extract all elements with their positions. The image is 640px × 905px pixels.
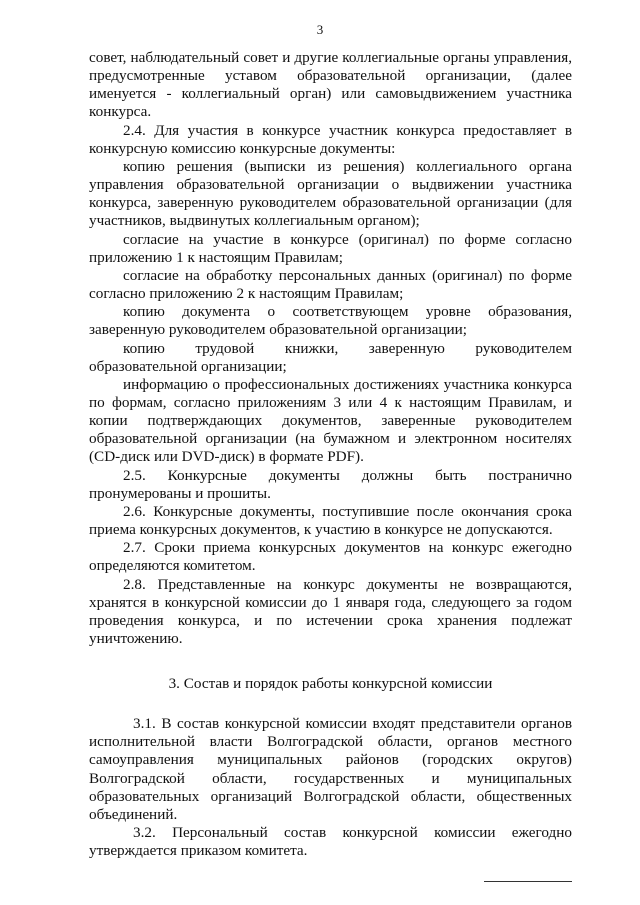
paragraph: 2.5. Конкурсные документы должны быть постранично пронумерованы и прошиты. <box>89 466 572 502</box>
paragraph: согласие на обработку персональных данных (оригинал) по форме согласно приложению 2 к настоящим Правилам; <box>89 266 572 303</box>
paragraph: 2.7. Сроки приема конкурсных документов на конкурс ежегодно определяются комитетом. <box>89 539 572 575</box>
paragraph: 2.6. Конкурсные документы, поступившие после окончания срока приема конкурсных документов, к участию в конкурсе не допускаются. <box>89 502 572 539</box>
paragraph: копию трудовой книжки, заверенную руководителем образовательной организации; <box>89 339 572 375</box>
paragraph: копию решения (выписки из решения) коллегиального органа управления образовательной организации о выдвижении участника конкурса, заверенную руководителем образовательной организации (для участников, выдвинутых коллегиальным органом); <box>89 157 572 230</box>
paragraph: 3.1. В состав конкурсной комиссии входят представители органов исполнительной власти Волгоградской области, органов местного самоуправления муниципальных районов (городских округов) Волгоградской области, государственных и муниципальных образовательных организаций Волгоградской области, общественных объединений. <box>89 715 572 823</box>
document-body <box>89 49 572 860</box>
page-number: 3 <box>316 22 324 37</box>
paragraph: 2.8. Представленные на конкурс документы не возвращаются, хранятся в конкурсной комиссии до 1 января года, следующего за годом проведения конкурса, и по истечении срока хранения подлежат уничтожению. <box>89 575 572 647</box>
paragraph: совет, наблюдательный совет и другие коллегиальные органы управления, предусмотренные уставом образовательной организации, (далее именуется - коллегиальный орган) или самовыдвижением участника конкурса. <box>89 49 572 121</box>
paragraph: 2.4. Для участия в конкурсе участник конкурса предоставляет в конкурсную комиссию конкурсные документы: <box>89 121 572 157</box>
paragraph: информацию о профессиональных достижениях участника конкурса по формам, согласно приложениям 3 или 4 к настоящим Правилам, и копии подтверждающих документов, заверенные руководителем образовательной организации (на бумажном и электронном носителях (CD-диск или DVD-диск) в формате PDF). <box>89 375 572 466</box>
paragraph: 3.2. Персональный состав конкурсной комиссии ежегодно утверждается приказом комитета. <box>89 824 572 860</box>
section-heading: 3. Состав и порядок работы конкурсной комиссии <box>168 675 493 693</box>
paragraph: согласие на участие в конкурсе (оригинал) по форме согласно приложению 1 к настоящим Правилам; <box>89 230 572 266</box>
footer-rule <box>484 881 572 882</box>
paragraph: копию документа о соответствующем уровне образования, заверенную руководителем образовательной организации; <box>89 303 572 339</box>
